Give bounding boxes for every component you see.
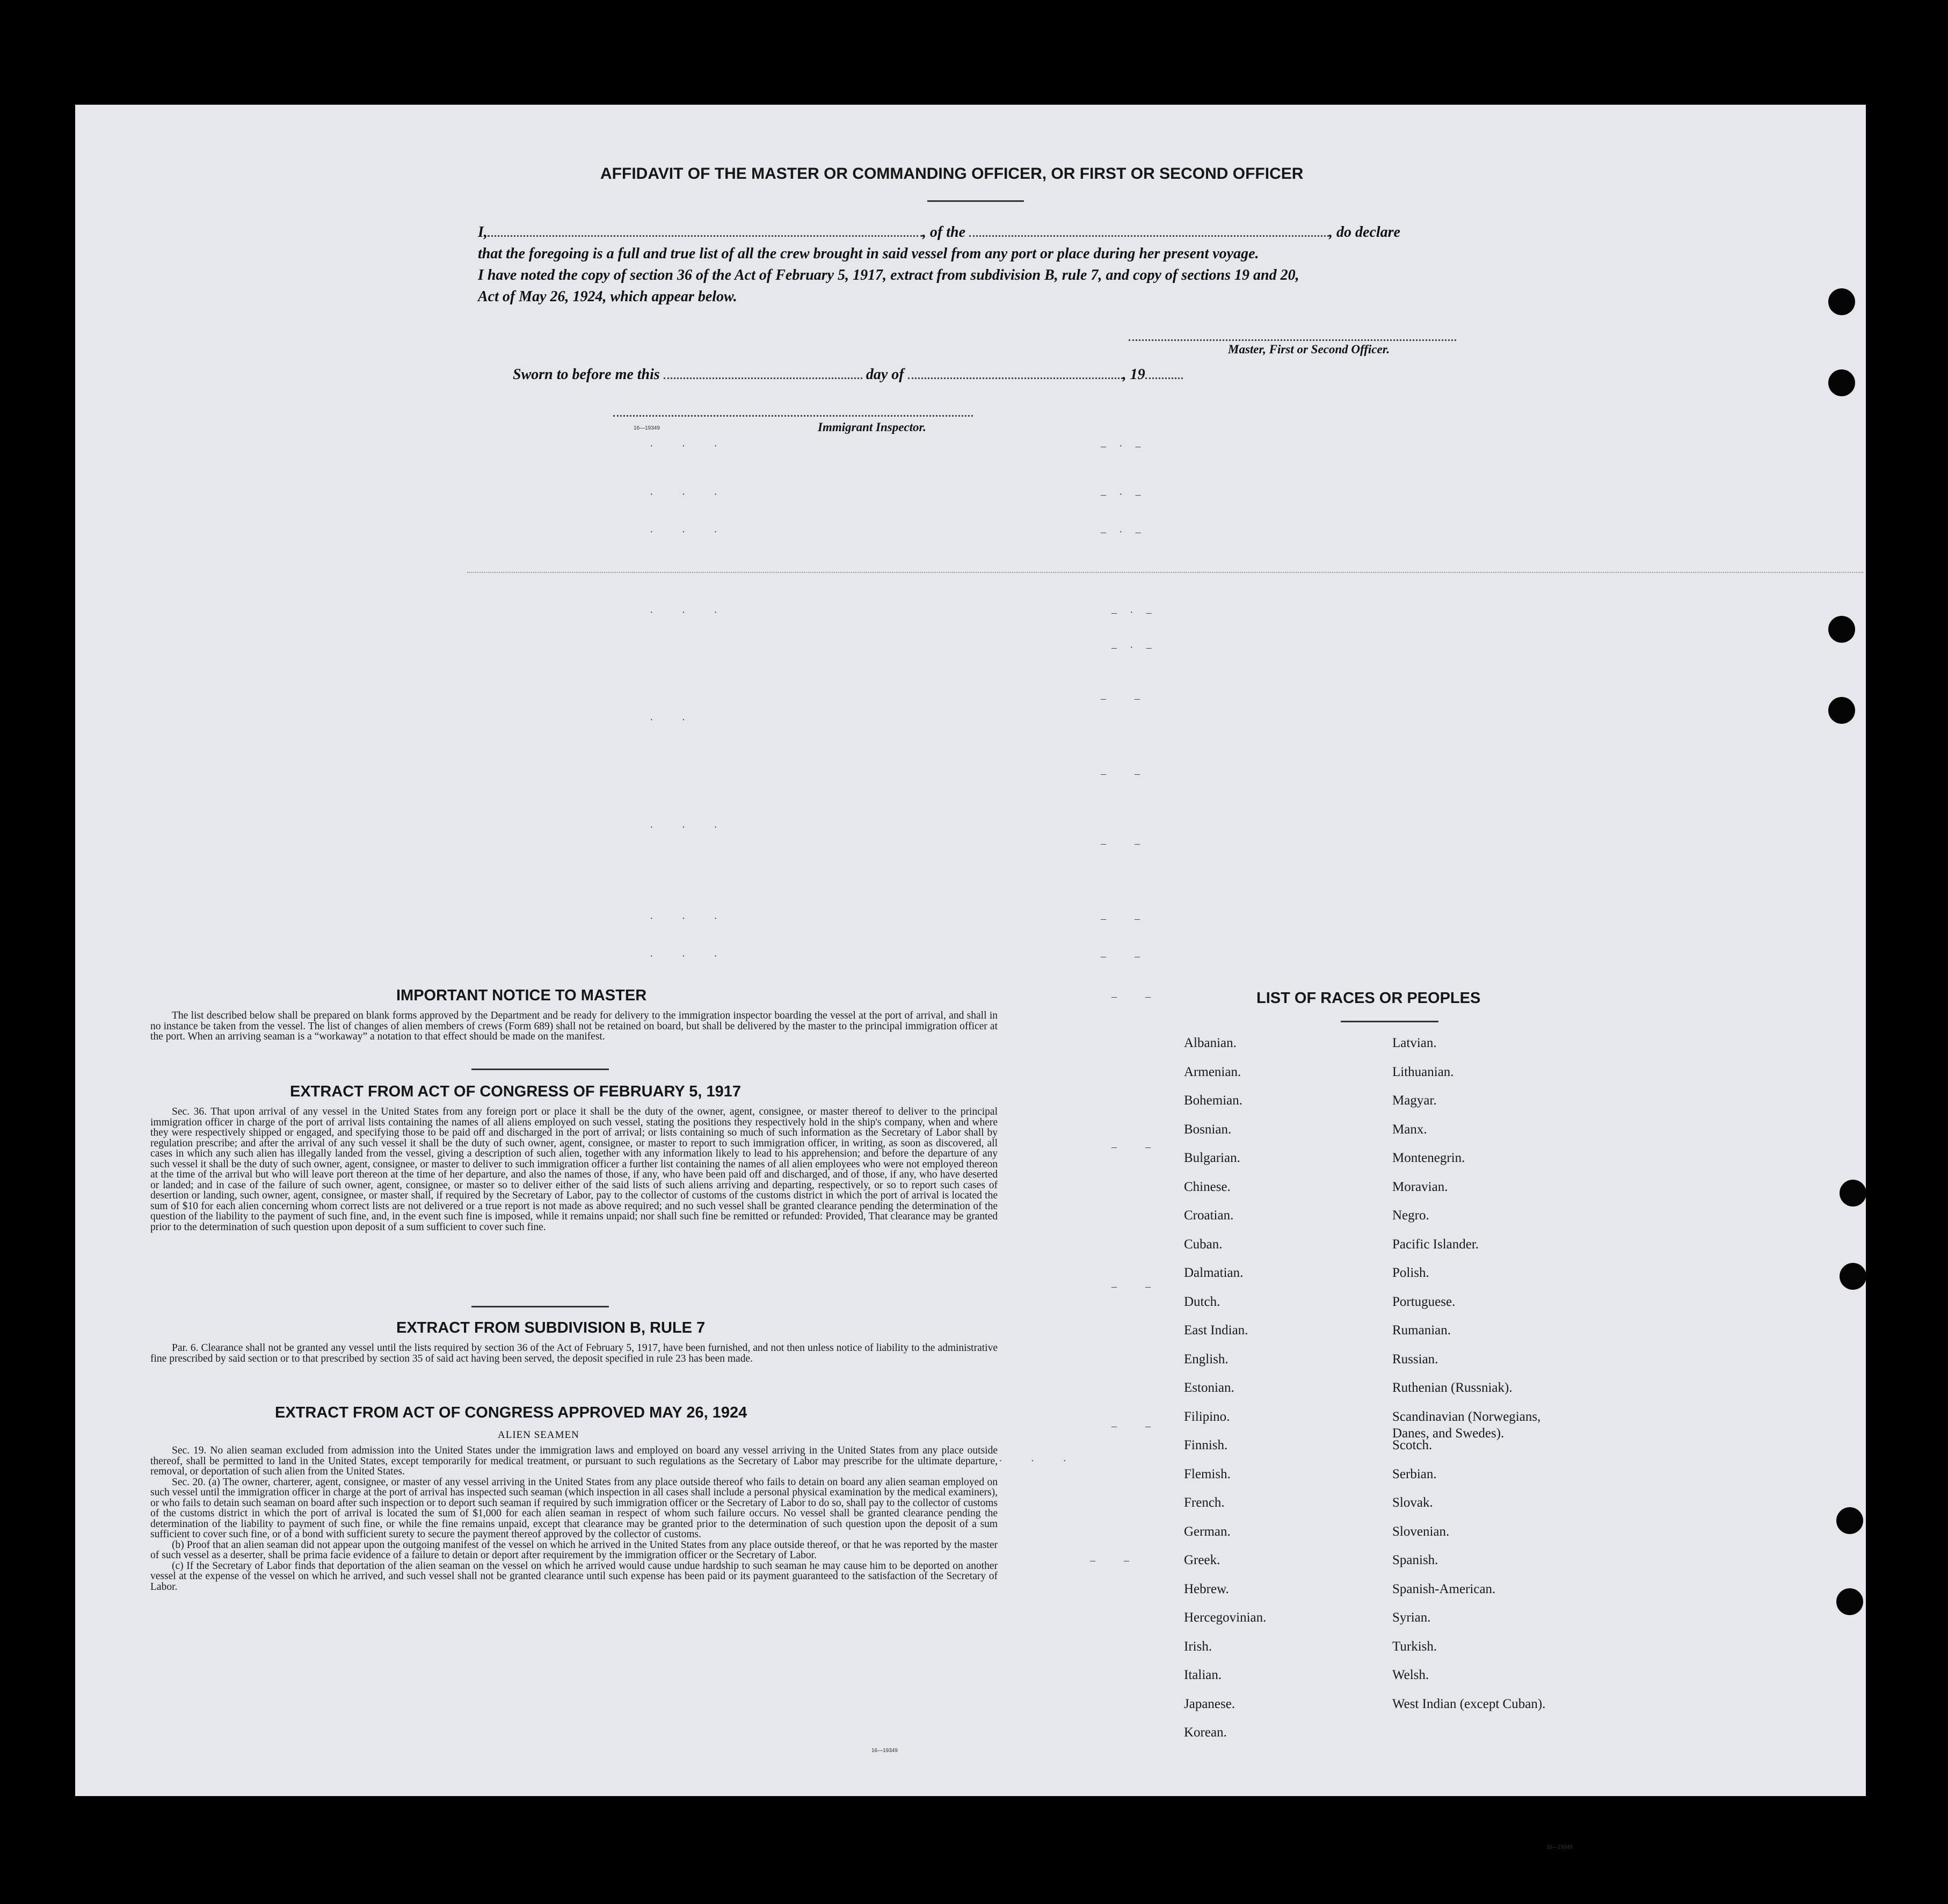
race-item: Bulgarian. xyxy=(1184,1151,1240,1165)
form-number-top: 16—19349 xyxy=(634,425,660,431)
race-item: Pacific Islander. xyxy=(1392,1237,1479,1252)
race-item: Welsh. xyxy=(1392,1668,1429,1682)
race-item: Magyar. xyxy=(1392,1093,1437,1108)
race-item: Korean. xyxy=(1184,1725,1227,1740)
race-item: French. xyxy=(1184,1495,1225,1510)
affidavit-line4: Act of May 26, 1924, which appear below. xyxy=(478,288,737,305)
affidavit-line1 xyxy=(478,224,1400,241)
affidavit-declare: , do declare xyxy=(1329,224,1400,241)
par6-paragraph: Par. 6. Clearance shall not be granted any vessel until the lists required by section 36 of the Act of February 5, 1917, have been furnished, and not then unless notice of liability to the administrative fine prescribed by said section or to that prescribed by section 35 of said act having been served, the deposit specified in rule 23 has been made. xyxy=(150,1342,998,1364)
extract-1917-rule xyxy=(471,1306,609,1307)
race-item: Croatian. xyxy=(1184,1208,1234,1223)
sec20c-paragraph: (c) If the Secretary of Labor finds that deportation of the alien seaman on the vessel on which he arrived would cause undue hardship to such seaman he may cause him to be deported on another vessel at the expense of the vessel on which he arrived, and such vessel shall not be granted clearance until such expense has been paid or its payment guaranteed to the satisfaction of the Secretary of Labor. xyxy=(150,1560,998,1593)
form-page: AFFIDAVIT OF THE MASTER OR COMMANDING OFFICER, OR FIRST OR SECOND OFFICER I, , of the , do declare that the foregoing is a full and true list of all the crew brought in said vessel from any port or place during her present voyage. I have noted the copy of section 36 of the Act of February 5, 1917, extract from subdivision B, rule 7, and copy of sections 19 and 20, Act of May 26, 1924, which appear below. Master, First or Second Officer. Sworn to before me this day of , 19 16—19349 Immigrant Inspector. · · · · · · · · · · · · · · · · · · · · · · · –·– –·– –·– –·– –·– – – – – – – – – – – – – – – – – – – – – · · · IMPORTANT NOTICE TO MASTER The list described below shall be prepared on blank forms approved by the Department and be ready for delivery to the immigration inspector boarding the vessel at the port of arrival, and shall in no instance be taken from the vessel. The list of changes of alien members of crews (Form 689) shall not be retained on board, but shall be delivered by the master to the principal immigration officer at the port. When an arriving seaman is a “workaway” a notation to that effect should be made on the manifest. EXTRACT FROM ACT OF CONGRESS OF FEBRUARY 5, 1917 Sec. 36. That upon arrival of any vessel in the United States from any foreign port or place it shall be the duty of the owner, agent, consignee, or master thereof to deliver to the principal immigration officer in charge of the port of arrival lists containing the names of all aliens employed on such vessel, stating the positions they respectively hold in the ship's company, when and where they were respectively shipped or engaged, and specifying those to be paid off and discharged in the port of arrival; or lists containing so much of such information as the Secretary of Labor shall by regulation prescribe; and after the arrival of any such vessel it shall be the duty of such owner, agent, consignee, or master to report to such immigration officer, in writing, as soon as discovered, all cases in which any such alien has illegally landed from the vessel, giving a description of such alien, together with any information likely to lead to his apprehension; and before the departure of any such vessel it shall be the duty of such owner, agent, consignee, or master to deliver to such immigration officer a further list containing the names of all alien employees who were not employed thereon at the time of the arrival but who will leave port thereon at the time of her departure, and also the names of those, if any, who have been paid off and discharged, and of those, if any, who have deserted or landed; and in case of the failure of such owner, agent, consignee, or master so to deliver either of the said lists of such aliens arriving and departing, respectively, or so to report such cases of desertion or landing, such owner, agent, consignee, or master shall, if required by the Secretary of Labor, pay to the collector of customs of the customs district in which the port of arrival is located the sum of $10 for each alien concerning whom correct lists are not delivered or a true report is not made as above required; and no such vessel shall be granted clearance pending the determination of the question of the liability to the payment of such fine, and, in the event such fine is imposed, while it remains unpaid; nor shall such fine be remitted or refunded: Provided, That clearance may be granted prior to the determination of such question upon deposit of a sum sufficient to cover such fine. EXTRACT FROM SUBDIVISION B, RULE 7 Par. 6. Clearance shall not be granted any vessel until the lists required by section 36 of the Act of February 5, 1917, have been furnished, and not then unless notice of liability to the administrative fine prescribed by said section or to that prescribed by section 35 of said act having been served, the deposit specified in rule 23 has been made. EXTRACT FROM ACT OF CONGRESS APPROVED MAY 26, 1924 ALIEN SEAMEN Sec. 19. No alien seaman excluded from admission into the United States under the immigration laws and employed on board any vessel arriving in the United States from any place outside thereof, shall be permitted to land in the United States, except temporarily for medical treatment, or pursuant to such regulations as the Secretary of Labor may prescribe for the ultimate departure, removal, or deportation of such alien from the United States. Sec. 20. (a) The owner, charterer, agent, consignee, or master of any vessel arriving in the United States from any place outside thereof who fails to detain on board any alien seaman employed on such vessel until the immigration officer in charge at the port of arrival has inspected such seaman (which inspection in all cases shall include a personal physical examination by the medical examiners), or who fails to detain such seaman on board after such inspection or to deport such seaman if required by such immigration officer or the Secretary of Labor to do so, shall pay to the collector of customs of the customs district in which the port of arrival is located the sum of $1,000 for each alien seaman in respect of whom such failure occurs. No vessel shall be granted clearance pending the determination of the liability to payment of such fine, or while the fine remains unpaid, except that clearance may be granted prior to the determination of such question upon the deposit of a sum sufficient to cover such fine, or of a bond with sufficient surety to secure the payment thereof approved by the collector of customs. (b) Proof that an alien seaman did not appear upon the outgoing manifest of the vessel on which he arrived in the United States from any place outside thereof, or that he was reported by the master of such vessel as a deserter, shall be prima facie evidence of a failure to detain or deport after requirement by the immigration officer or the Secretary of Labor. (c) If the Secretary of Labor finds that deportation of the alien seaman on the vessel on which he arrived would cause undue hardship to such seaman he may cause him to be deported on another vessel at the expense of the vessel on which he arrived, and such vessel shall not be granted clearance until such expense has been paid or its payment guaranteed to the satisfaction of the Secretary of Labor. 16—19349 LIST OF RACES OR PEOPLES Albanian. Armenian. Bohemian. Bosnian. Bulgarian. Chinese. Croatian. Cuban. Dalmatian. Dutch. East Indian. English. Estonian. Filipino. Finnish. Flemish. French. German. Greek. Hebrew. Hercegovinian. Irish. Italian. Japanese. Korean. Latvian. Lithuanian. Magyar. Manx. Montenegrin. Moravian. Negro. Pacific Islander. Polish. Portuguese. Rumanian. Russian. Ruthenian (Russniak). Scandinavian (Norwegians, Danes, and Swedes). Scotch. Serbian. Slovak. Slovenian. Spanish. Spanish-American. Syrian. Turkish. Welsh. West Indian (except Cuban). 16—19349 xyxy=(75,105,1866,1796)
sec20b-paragraph: (b) Proof that an alien seaman did not appear upon the outgoing manifest of the vessel on which he arrived in the United States from any place outside thereof, or that he was reported by the master of such vessel as a deserter, shall be prima facie evidence of a failure to detain or deport after requirement by the immigration officer or the Secretary of Labor. xyxy=(150,1539,998,1561)
faint-row-line xyxy=(467,572,1863,573)
race-item: Syrian. xyxy=(1392,1610,1431,1625)
sec19-paragraph: Sec. 19. No alien seaman excluded from admission into the United States under the immigration laws and employed on board any vessel arriving in the United States from any place outside thereof, shall be permitted to land in the United States, except temporarily for medical treatment, or pursuant to such regulations as the Secretary of Labor may prescribe for the ultimate departure, removal, or deportation of such alien from the United States. xyxy=(150,1445,998,1477)
alien-seamen-subtitle: ALIEN SEAMEN xyxy=(498,1429,579,1441)
race-item: Japanese. xyxy=(1184,1696,1235,1711)
punch-hole xyxy=(1836,1507,1863,1534)
race-item: Spanish. xyxy=(1392,1553,1438,1567)
race-item: Serbian. xyxy=(1392,1466,1437,1481)
race-item: Scotch. xyxy=(1392,1438,1433,1452)
sec20a-paragraph: Sec. 20. (a) The owner, charterer, agent, consignee, or master of any vessel arriving in the United States from any place outside thereof who fails to detain on board any alien seaman employed on such vessel until the immigration officer in charge at the port of arrival has inspected such seaman (which inspection in all cases shall include a personal physical examination by the medical examiners), or who fails to detain such seaman on board after such inspection or to deport such seaman if required by such immigration officer or the Secretary of Labor to do so, shall pay to the collector of customs of the customs district in which the port of arrival is located the sum of $1,000 for each alien seaman in respect of whom such failure occurs. No vessel shall be granted clearance pending the determination of the liability to payment of such fine, or while the fine remains unpaid, except that clearance may be granted prior to the determination of such question upon the deposit of a sum sufficient to cover such fine, or of a bond with sufficient surety to secure the payment thereof approved by the collector of customs. xyxy=(150,1476,998,1540)
master-signature-line xyxy=(1129,339,1456,341)
title-rule xyxy=(927,200,1024,202)
race-item: West Indian (except Cuban). xyxy=(1392,1696,1546,1711)
day-of-label: day of xyxy=(866,366,904,383)
race-item: Filipino. xyxy=(1184,1409,1230,1424)
race-item: Slovak. xyxy=(1392,1495,1433,1510)
race-item: Ruthenian (Russniak). xyxy=(1392,1380,1513,1395)
sworn-day-blank xyxy=(664,377,862,379)
affidavit-i: I, xyxy=(478,224,488,241)
notice-rule xyxy=(471,1069,609,1070)
race-item: Slovenian. xyxy=(1392,1524,1450,1539)
punch-hole xyxy=(1828,697,1855,724)
race-item: East Indian. xyxy=(1184,1323,1248,1338)
race-item: English. xyxy=(1184,1351,1229,1367)
sworn-month-blank xyxy=(908,377,1123,379)
race-item: Armenian. xyxy=(1184,1064,1241,1079)
form-number-bottom-right: 16—19349 xyxy=(1546,1844,1573,1850)
race-item: German. xyxy=(1184,1524,1231,1539)
race-item: Bosnian. xyxy=(1184,1122,1232,1137)
extract-1917-title: EXTRACT FROM ACT OF CONGRESS OF FEBRUARY 5, 1917 xyxy=(290,1083,742,1100)
race-item: Estonian. xyxy=(1184,1380,1234,1395)
race-item: Italian. xyxy=(1184,1668,1222,1682)
punch-hole xyxy=(1836,1588,1863,1615)
name-blank xyxy=(488,235,922,237)
race-item: Spanish-American. xyxy=(1392,1581,1496,1596)
race-item: Russian. xyxy=(1392,1351,1438,1367)
rule7-title: EXTRACT FROM SUBDIVISION B, RULE 7 xyxy=(396,1319,706,1336)
race-item: Chinese. xyxy=(1184,1179,1231,1194)
races-rule xyxy=(1341,1021,1438,1022)
race-item: Bohemian. xyxy=(1184,1093,1243,1108)
race-item: Montenegrin. xyxy=(1392,1151,1465,1165)
race-item: Rumanian. xyxy=(1392,1323,1451,1338)
inspector-signature-line xyxy=(613,415,973,417)
extract-1924-text xyxy=(150,1445,998,1592)
punch-hole xyxy=(1828,616,1855,643)
race-item: Dalmatian. xyxy=(1184,1266,1244,1280)
form-number-bottom-left: 16—19349 xyxy=(871,1748,898,1754)
sec36-paragraph: Sec. 36. That upon arrival of any vessel in the United States from any foreign port or place it shall be the duty of the owner, agent, consignee, or master thereof to deliver to the principal immigration officer in charge of the port of arrival lists containing the names of all aliens employed on such vessel, stating the positions they respectively hold in the ship's company, when and where they were respectively shipped or engaged, and specifying those to be paid off and discharged in the port of arrival; or lists containing so much of such information as the Secretary of Labor shall by regulation prescribe; and after the arrival of any such vessel it shall be the duty of such owner, agent, consignee, or master to report to such immigration officer, in writing, as soon as discovered, all cases in which any such alien has illegally landed from the vessel, giving a description of such alien, together with any information likely to lead to his apprehension; and before the departure of any such vessel it shall be the duty of such owner, agent, consignee, or master to deliver to such immigration officer a further list containing the names of all alien employees who were not employed thereon at the time of the arrival but who will leave port thereon at the time of her departure, and also the names of those, if any, who have been paid off and discharged, and of those, if any, who have deserted or landed; and in case of the failure of such owner, agent, consignee, or master so to deliver either of the said lists of such aliens arriving and departing, respectively, or so to report such cases of desertion or landing, such owner, agent, consignee, or master shall, if required by the Secretary of Labor, pay to the collector of customs of the customs district in which the port of arrival is located the sum of $10 for each alien concerning whom correct lists are not delivered or a true report is not made as above required; and no such vessel shall be granted clearance pending the determination of the question of the liability to the payment of such fine, and, in the event such fine is imposed, while it remains unpaid; nor shall such fine be remitted or refunded: Provided, That clearance may be granted prior to the determination of such question upon deposit of a sum sufficient to cover such fine. xyxy=(150,1106,998,1233)
race-item: Dutch. xyxy=(1184,1294,1220,1309)
rule7-text xyxy=(150,1343,998,1364)
race-item: Hercegovinian. xyxy=(1184,1610,1267,1625)
punch-hole xyxy=(1840,1180,1866,1207)
race-item: Turkish. xyxy=(1392,1639,1437,1654)
race-item: Greek. xyxy=(1184,1553,1220,1567)
affidavit-line2: that the foregoing is a full and true list of all the crew brought in said vessel from any port or place during her present voyage. xyxy=(478,245,1259,262)
race-item: Hebrew. xyxy=(1184,1581,1229,1596)
punch-hole xyxy=(1828,288,1855,315)
sworn-line xyxy=(513,366,1183,383)
punch-hole xyxy=(1840,1263,1866,1290)
notice-paragraph: The list described below shall be prepared on blank forms approved by the Department and be ready for delivery to the immigration inspector boarding the vessel at the port of arrival, and shall in no instance be taken from the vessel. The list of changes of alien members of crews (Form 689) shall not be retained on board, but shall be delivered by the master to the principal immigration officer at the port. When an arriving seaman is a “workaway” a notation to that effect should be made on the manifest. xyxy=(150,1010,998,1042)
master-signature-label: Master, First or Second Officer. xyxy=(1228,343,1390,356)
extract-1917-text xyxy=(150,1107,998,1232)
race-item: Finnish. xyxy=(1184,1438,1228,1452)
inspector-label: Immigrant Inspector. xyxy=(818,420,926,434)
year-blank xyxy=(1145,377,1183,379)
extract-1924-title: EXTRACT FROM ACT OF CONGRESS APPROVED MAY 26, 1924 xyxy=(275,1404,747,1421)
notice-text xyxy=(150,1011,998,1042)
race-item: Portuguese. xyxy=(1392,1294,1456,1309)
races-title: LIST OF RACES OR PEOPLES xyxy=(1256,990,1481,1007)
sworn-label: Sworn to before me this xyxy=(513,366,660,383)
race-item: Cuban. xyxy=(1184,1237,1223,1252)
race-item: Scandinavian (Norwegians, xyxy=(1392,1409,1541,1424)
race-item: Flemish. xyxy=(1184,1466,1231,1481)
race-item: Moravian. xyxy=(1392,1179,1448,1194)
year-label: , 19 xyxy=(1122,366,1145,383)
race-item: Manx. xyxy=(1392,1122,1427,1137)
affidavit-of-the: , of the xyxy=(922,224,966,241)
race-item: Irish. xyxy=(1184,1639,1212,1654)
race-item: Latvian. xyxy=(1392,1036,1437,1050)
vessel-blank xyxy=(969,235,1329,237)
race-item: Lithuanian. xyxy=(1392,1064,1454,1079)
race-item: Negro. xyxy=(1392,1208,1429,1223)
affidavit-title: AFFIDAVIT OF THE MASTER OR COMMANDING OFFICER, OR FIRST OR SECOND OFFICER xyxy=(600,165,1304,183)
punch-hole xyxy=(1828,369,1855,396)
race-item: Albanian. xyxy=(1184,1036,1237,1050)
race-item: Polish. xyxy=(1392,1266,1429,1280)
race-item: Danes, and Swedes). xyxy=(1392,1426,1504,1441)
affidavit-line3: I have noted the copy of section 36 of the Act of February 5, 1917, extract from subdivision B, rule 7, and copy of sections 19 and 20, xyxy=(478,267,1299,284)
notice-title: IMPORTANT NOTICE TO MASTER xyxy=(396,987,647,1004)
